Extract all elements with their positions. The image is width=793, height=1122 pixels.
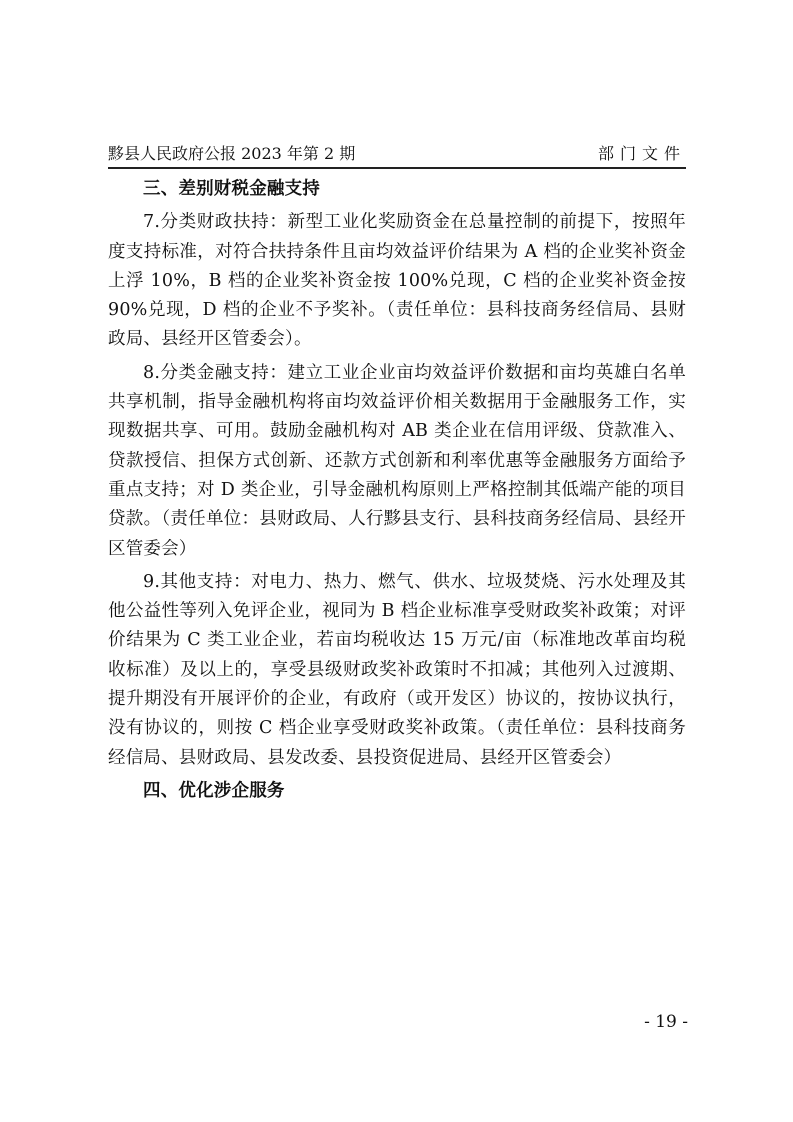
section-heading-3: 三、差别财税金融支持 [143,179,320,199]
bulletin-title: 黟县人民政府公报 2023 年第 2 期 [108,144,356,163]
header-divider [108,167,686,169]
section-heading-4: 四、优化涉企服务 [143,780,285,801]
paragraph-8: 8.分类金融支持：建立工业企业亩均效益评价数据和亩均英雄白名单共享机制，指导金融机构将亩均效益评价相关数据用于金融服务工作，实现数据共享、可用。鼓励金融机构对 AB 类企业在信用评级、贷款准入、贷款授信、担保方式创新、还款方式创新和利率优惠等金融服务方面给予重点支持；对 D 类企业，引导金融机构原则上严格控制其低端产能的项目贷款。（责任单位：县财政局、人行黟县支行、县科技商务经信局、县经开区管委会） [108,362,686,559]
paragraph-9: 9.其他支持：对电力、热力、燃气、供水、垃圾焚烧、污水处理及其他公益性等列入免评企业，视同为 B 档企业标准享受财政奖补政策；对评价结果为 C 类工业企业，若亩均税收达 15 万元/亩（标准地改革亩均税收标准）及以上的，享受县级财政奖补政策时不扣减；其他列入过渡期、提升期没有开展评价的企业，有政府（或开发区）协议的，按协议执行，没有协议的，则按 C 档企业享受财政奖补政策。（责任单位：县科技商务经信局、县财政局、县发改委、县投资促进局、县经开区管委会） [108,571,686,768]
paragraph-7: 7.分类财政扶持：新型工业化奖励资金在总量控制的前提下，按照年度支持标准，对符合扶持条件且亩均效益评价结果为 A 档的企业奖补资金上浮 10%，B 档的企业奖补资金按 100%兑现，C 档的企业奖补资金按 90%兑现，D 档的企业不予奖补。（责任单位：县科技商务经信局、县财政局、县经开区管委会）。 [108,212,686,350]
section-label: 部门文件 [597,144,686,163]
page-number: - 19 - [644,1012,688,1032]
running-header [108,142,686,166]
document-body [108,175,686,806]
